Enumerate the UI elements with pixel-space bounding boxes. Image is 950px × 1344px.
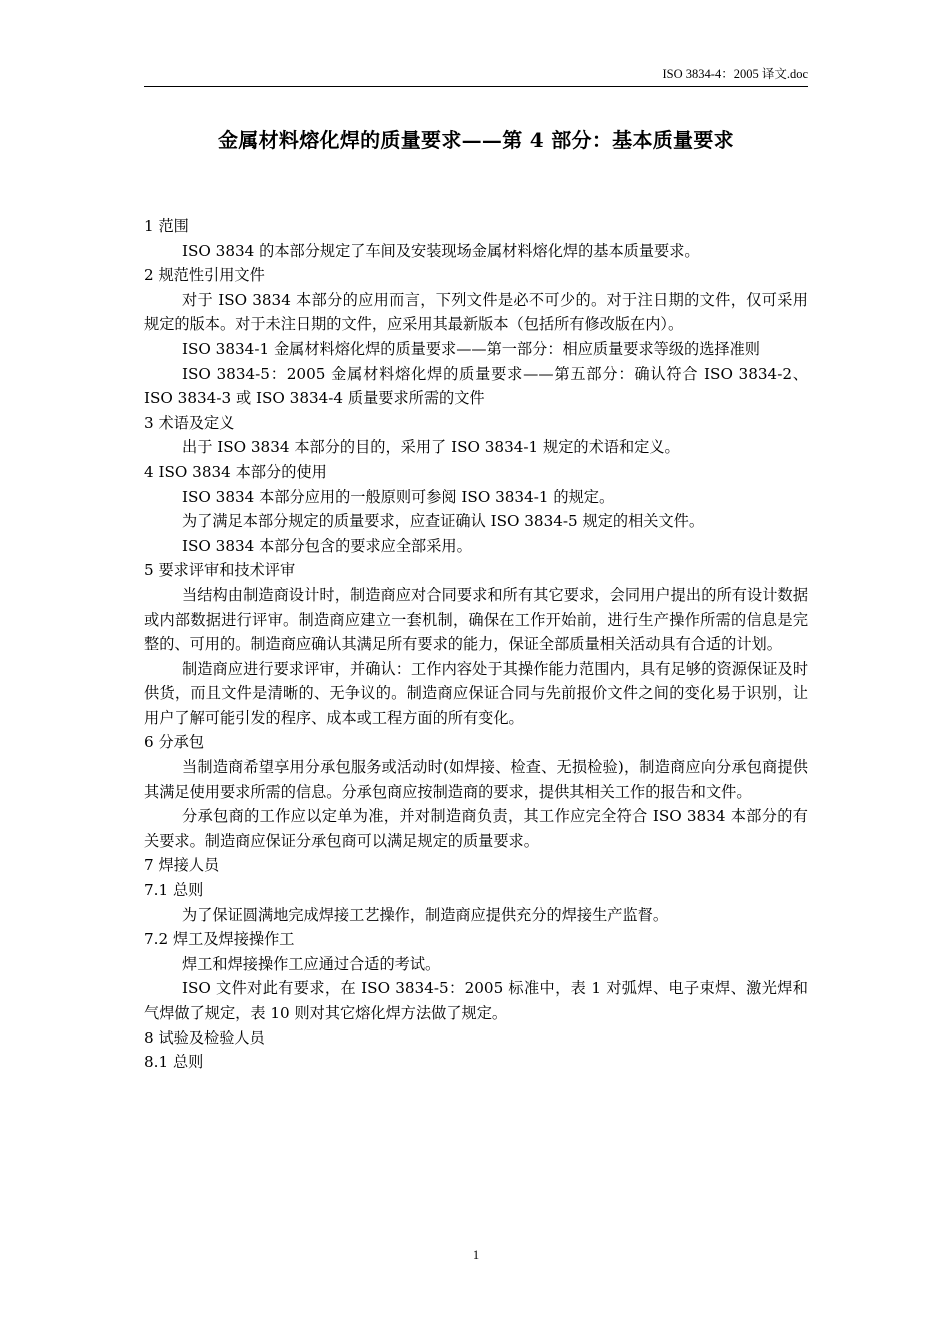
paragraph: 为了保证圆满地完成焊接工艺操作，制造商应提供充分的焊接生产监督。 <box>182 905 668 924</box>
section-heading: 2 规范性引用文件 <box>144 266 265 285</box>
subsection-heading: 7.2 焊工及焊接操作工 <box>144 930 295 949</box>
paragraph: ISO 3834 的本部分规定了车间及安装现场金属材料熔化焊的基本质量要求。 <box>182 241 700 260</box>
reference-item: ISO 3834-5：2005 金属材料熔化焊的质量要求——第五部分：确认符合 ISO 3834-2、ISO 3834-3 或 ISO 3834-4 质量要求所需的文件 <box>144 364 808 408</box>
paragraph: 制造商应进行要求评审，并确认：工作内容处于其操作能力范围内，具有足够的资源保证及时供货，而且文件是清晰的、无争议的。制造商应保证合同与先前报价文件之间的变化易于识别，让用户了解可能引发的程序、成本或工程方面的所有变化。 <box>144 659 808 727</box>
reference-item: ISO 3834-1 金属材料熔化焊的质量要求——第一部分：相应质量要求等级的选择准则 <box>182 339 760 358</box>
paragraph: ISO 3834 本部分包含的要求应全部采用。 <box>182 536 472 555</box>
section-heading: 8 试验及检验人员 <box>144 1028 265 1047</box>
paragraph: ISO 文件对此有要求，在 ISO 3834-5：2005 标准中，表 1 对弧焊、电子束焊、激光焊和气焊做了规定，表 10 则对其它熔化焊方法做了规定。 <box>144 979 808 1022</box>
running-header: ISO 3834-4：2005 译文.doc <box>662 67 808 81</box>
paragraph: 对于 ISO 3834 本部分的应用而言，下列文件是必不可少的。对于注日期的文件，仅可采用规定的版本。对于未注日期的文件，应采用其最新版本（包括所有修改版在内）。 <box>144 290 808 334</box>
paragraph: 当结构由制造商设计时，制造商应对合同要求和所有其它要求，会同用户提出的所有设计数据或内部数据进行评审。制造商应建立一套机制，确保在工作开始前，进行生产操作所需的信息是完整的、可用的。制造商应确认其满足所有要求的能力，保证全部质量相关活动具有合适的计划。 <box>144 585 808 654</box>
paragraph: 焊工和焊接操作工应通过合适的考试。 <box>182 954 441 973</box>
paragraph: 当制造商希望享用分承包服务或活动时(如焊接、检查、无损检验)，制造商应向分承包商提供其满足使用要求所需的信息。分承包商应按制造商的要求，提供其相关工作的报告和文件。 <box>144 758 808 801</box>
document-body <box>144 214 808 1075</box>
paragraph: 出于 ISO 3834 本部分的目的，采用了 ISO 3834-1 规定的术语和定义。 <box>182 438 680 457</box>
page-number: 1 <box>472 1248 480 1262</box>
paragraph: 分承包商的工作应以定单为准，并对制造商负责，其工作应完全符合 ISO 3834 本部分的有关要求。制造商应保证分承包商可以满足规定的质量要求。 <box>144 807 808 850</box>
subsection-heading: 7.1 总则 <box>144 881 204 900</box>
section-heading: 4 ISO 3834 本部分的使用 <box>144 462 327 481</box>
header-rule <box>144 86 808 87</box>
paragraph: 为了满足本部分规定的质量要求，应查证确认 ISO 3834-5 规定的相关文件。 <box>182 512 705 531</box>
section-heading: 7 焊接人员 <box>144 856 220 875</box>
section-heading: 6 分承包 <box>144 733 205 752</box>
section-heading: 1 范围 <box>144 217 189 235</box>
subsection-heading: 8.1 总则 <box>144 1053 204 1072</box>
section-heading: 3 术语及定义 <box>144 413 235 432</box>
document-title: 金属材料熔化焊的质量要求——第 4 部分：基本质量要求 <box>218 128 734 152</box>
paragraph: ISO 3834 本部分应用的一般原则可参阅 ISO 3834-1 的规定。 <box>182 487 615 506</box>
section-heading: 5 要求评审和技术评审 <box>144 561 296 580</box>
